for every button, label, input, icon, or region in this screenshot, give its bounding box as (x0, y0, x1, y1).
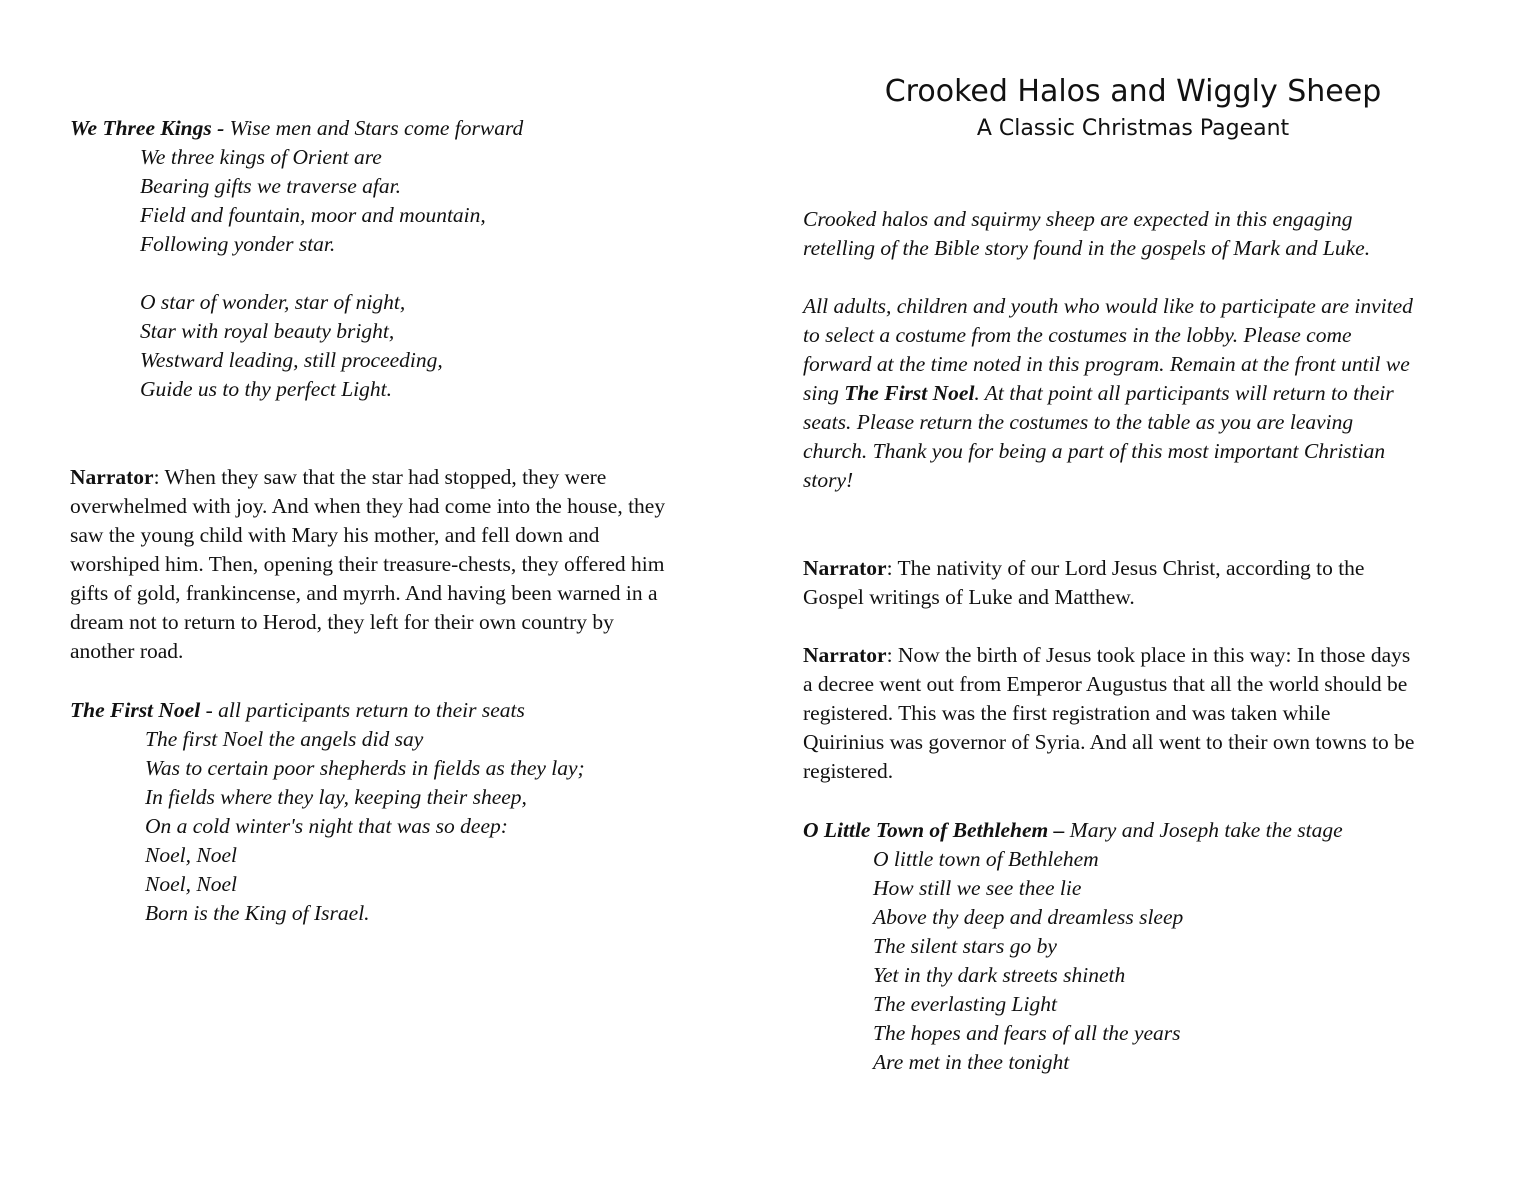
intro-text: church. Thank you for being a part of this most important Christian (803, 439, 1386, 463)
lyric-line: Born is the King of Israel. (145, 901, 370, 925)
song-reference-first-noel: The First Noel (844, 381, 975, 405)
narration-text: : The nativity of our Lord Jesus Christ, according to the (886, 556, 1365, 580)
page-title: Crooked Halos and Wiggly Sheep (884, 74, 1382, 109)
we-three-kings-verse2 (70, 288, 760, 404)
song-title-bethlehem: O Little Town of Bethlehem – (803, 818, 1065, 842)
lyric-line: In fields where they lay, keeping their sheep, (145, 785, 527, 809)
narration-text: dream not to return to Herod, they left for their own country by (70, 610, 614, 634)
intro-paragraph-1 (803, 205, 1503, 263)
intro-paragraph-2 (803, 292, 1503, 495)
narration-text: : Now the birth of Jesus took place in this way: In those days (886, 643, 1411, 667)
lyric-line: Bearing gifts we traverse afar. (140, 174, 401, 198)
lyric-line: Was to certain poor shepherds in fields as they lay; (145, 756, 585, 780)
narration-text: registered. This was the first registration and was taken while (803, 701, 1331, 725)
lyric-line: Noel, Noel (145, 843, 237, 867)
narrator-section-decree (803, 641, 1503, 786)
lyric-line: O star of wonder, star of night, (140, 290, 406, 314)
lyric-line: The hopes and fears of all the years (873, 1021, 1181, 1045)
song-title-first-noel: The First Noel (70, 698, 201, 722)
intro-text: sing (803, 381, 845, 405)
stage-direction: Wise men and Stars come forward (224, 116, 524, 140)
narration-text: worshiped him. Then, opening their treasure-chests, they offered him (70, 552, 665, 576)
lyric-line: Are met in thee tonight (873, 1050, 1070, 1074)
narration-text: registered. (803, 759, 894, 783)
stage-direction: - all participants return to their seats (200, 698, 525, 722)
lyric-line: On a cold winter's night that was so deep: (145, 814, 508, 838)
lyric-line: Guide us to thy perfect Light. (140, 377, 392, 401)
lyric-line: We three kings of Orient are (140, 145, 382, 169)
intro-text: forward at the time noted in this program. Remain at the front until we (803, 352, 1410, 376)
narrator-section-magi (70, 463, 760, 666)
intro-text: . At that point all participants will return to their (974, 381, 1394, 405)
bethlehem-section (803, 816, 1503, 1077)
lyric-line: Following yonder star. (140, 232, 336, 256)
lyric-line: Field and fountain, moor and mountain, (140, 203, 486, 227)
narration-text: : When they saw that the star had stopped, they were (153, 465, 607, 489)
lyric-line: The silent stars go by (873, 934, 1057, 958)
lyric-line: O little town of Bethlehem (873, 847, 1099, 871)
narrator-section-nativity (803, 554, 1503, 612)
lyric-line: The first Noel the angels did say (145, 727, 424, 751)
narration-text: gifts of gold, frankincense, and myrrh. And having been warned in a (70, 581, 658, 605)
intro-text: to select a costume from the costumes in the lobby. Please come (803, 323, 1352, 347)
lyric-line: Yet in thy dark streets shineth (873, 963, 1126, 987)
intro-text: retelling of the Bible story found in the gospels of Mark and Luke. (803, 236, 1371, 260)
first-noel-section (70, 696, 760, 928)
narration-text: overwhelmed with joy. And when they had come into the house, they (70, 494, 666, 518)
lyric-line: Westward leading, still proceeding, (140, 348, 443, 372)
narration-text: Quirinius was governor of Syria. And all went to their own towns to be (803, 730, 1415, 754)
narration-text: a decree went out from Emperor Augustus that all the world should be (803, 672, 1408, 696)
lyric-line: The everlasting Light (873, 992, 1057, 1016)
narrator-label: Narrator (70, 465, 154, 489)
we-three-kings-section (70, 114, 760, 259)
narration-text: saw the young child with Mary his mother, and fell down and (70, 523, 600, 547)
intro-text: story! (803, 468, 854, 492)
lyric-line: How still we see thee lie (873, 876, 1082, 900)
lyric-line: Star with royal beauty bright, (140, 319, 395, 343)
lyric-line: Above thy deep and dreamless sleep (873, 905, 1184, 929)
song-title-we-three-kings: We Three Kings - (70, 116, 225, 140)
page-subtitle: A Classic Christmas Pageant (976, 116, 1290, 141)
intro-text: All adults, children and youth who would like to participate are invited (803, 294, 1413, 318)
stage-direction: Mary and Joseph take the stage (1064, 818, 1343, 842)
narration-text: Gospel writings of Luke and Matthew. (803, 585, 1135, 609)
narration-text: another road. (70, 639, 184, 663)
intro-text: seats. Please return the costumes to the table as you are leaving (803, 410, 1354, 434)
intro-text: Crooked halos and squirmy sheep are expected in this engaging (803, 207, 1353, 231)
lyric-line: Noel, Noel (145, 872, 237, 896)
narrator-label: Narrator (803, 643, 887, 667)
narrator-label: Narrator (803, 556, 887, 580)
